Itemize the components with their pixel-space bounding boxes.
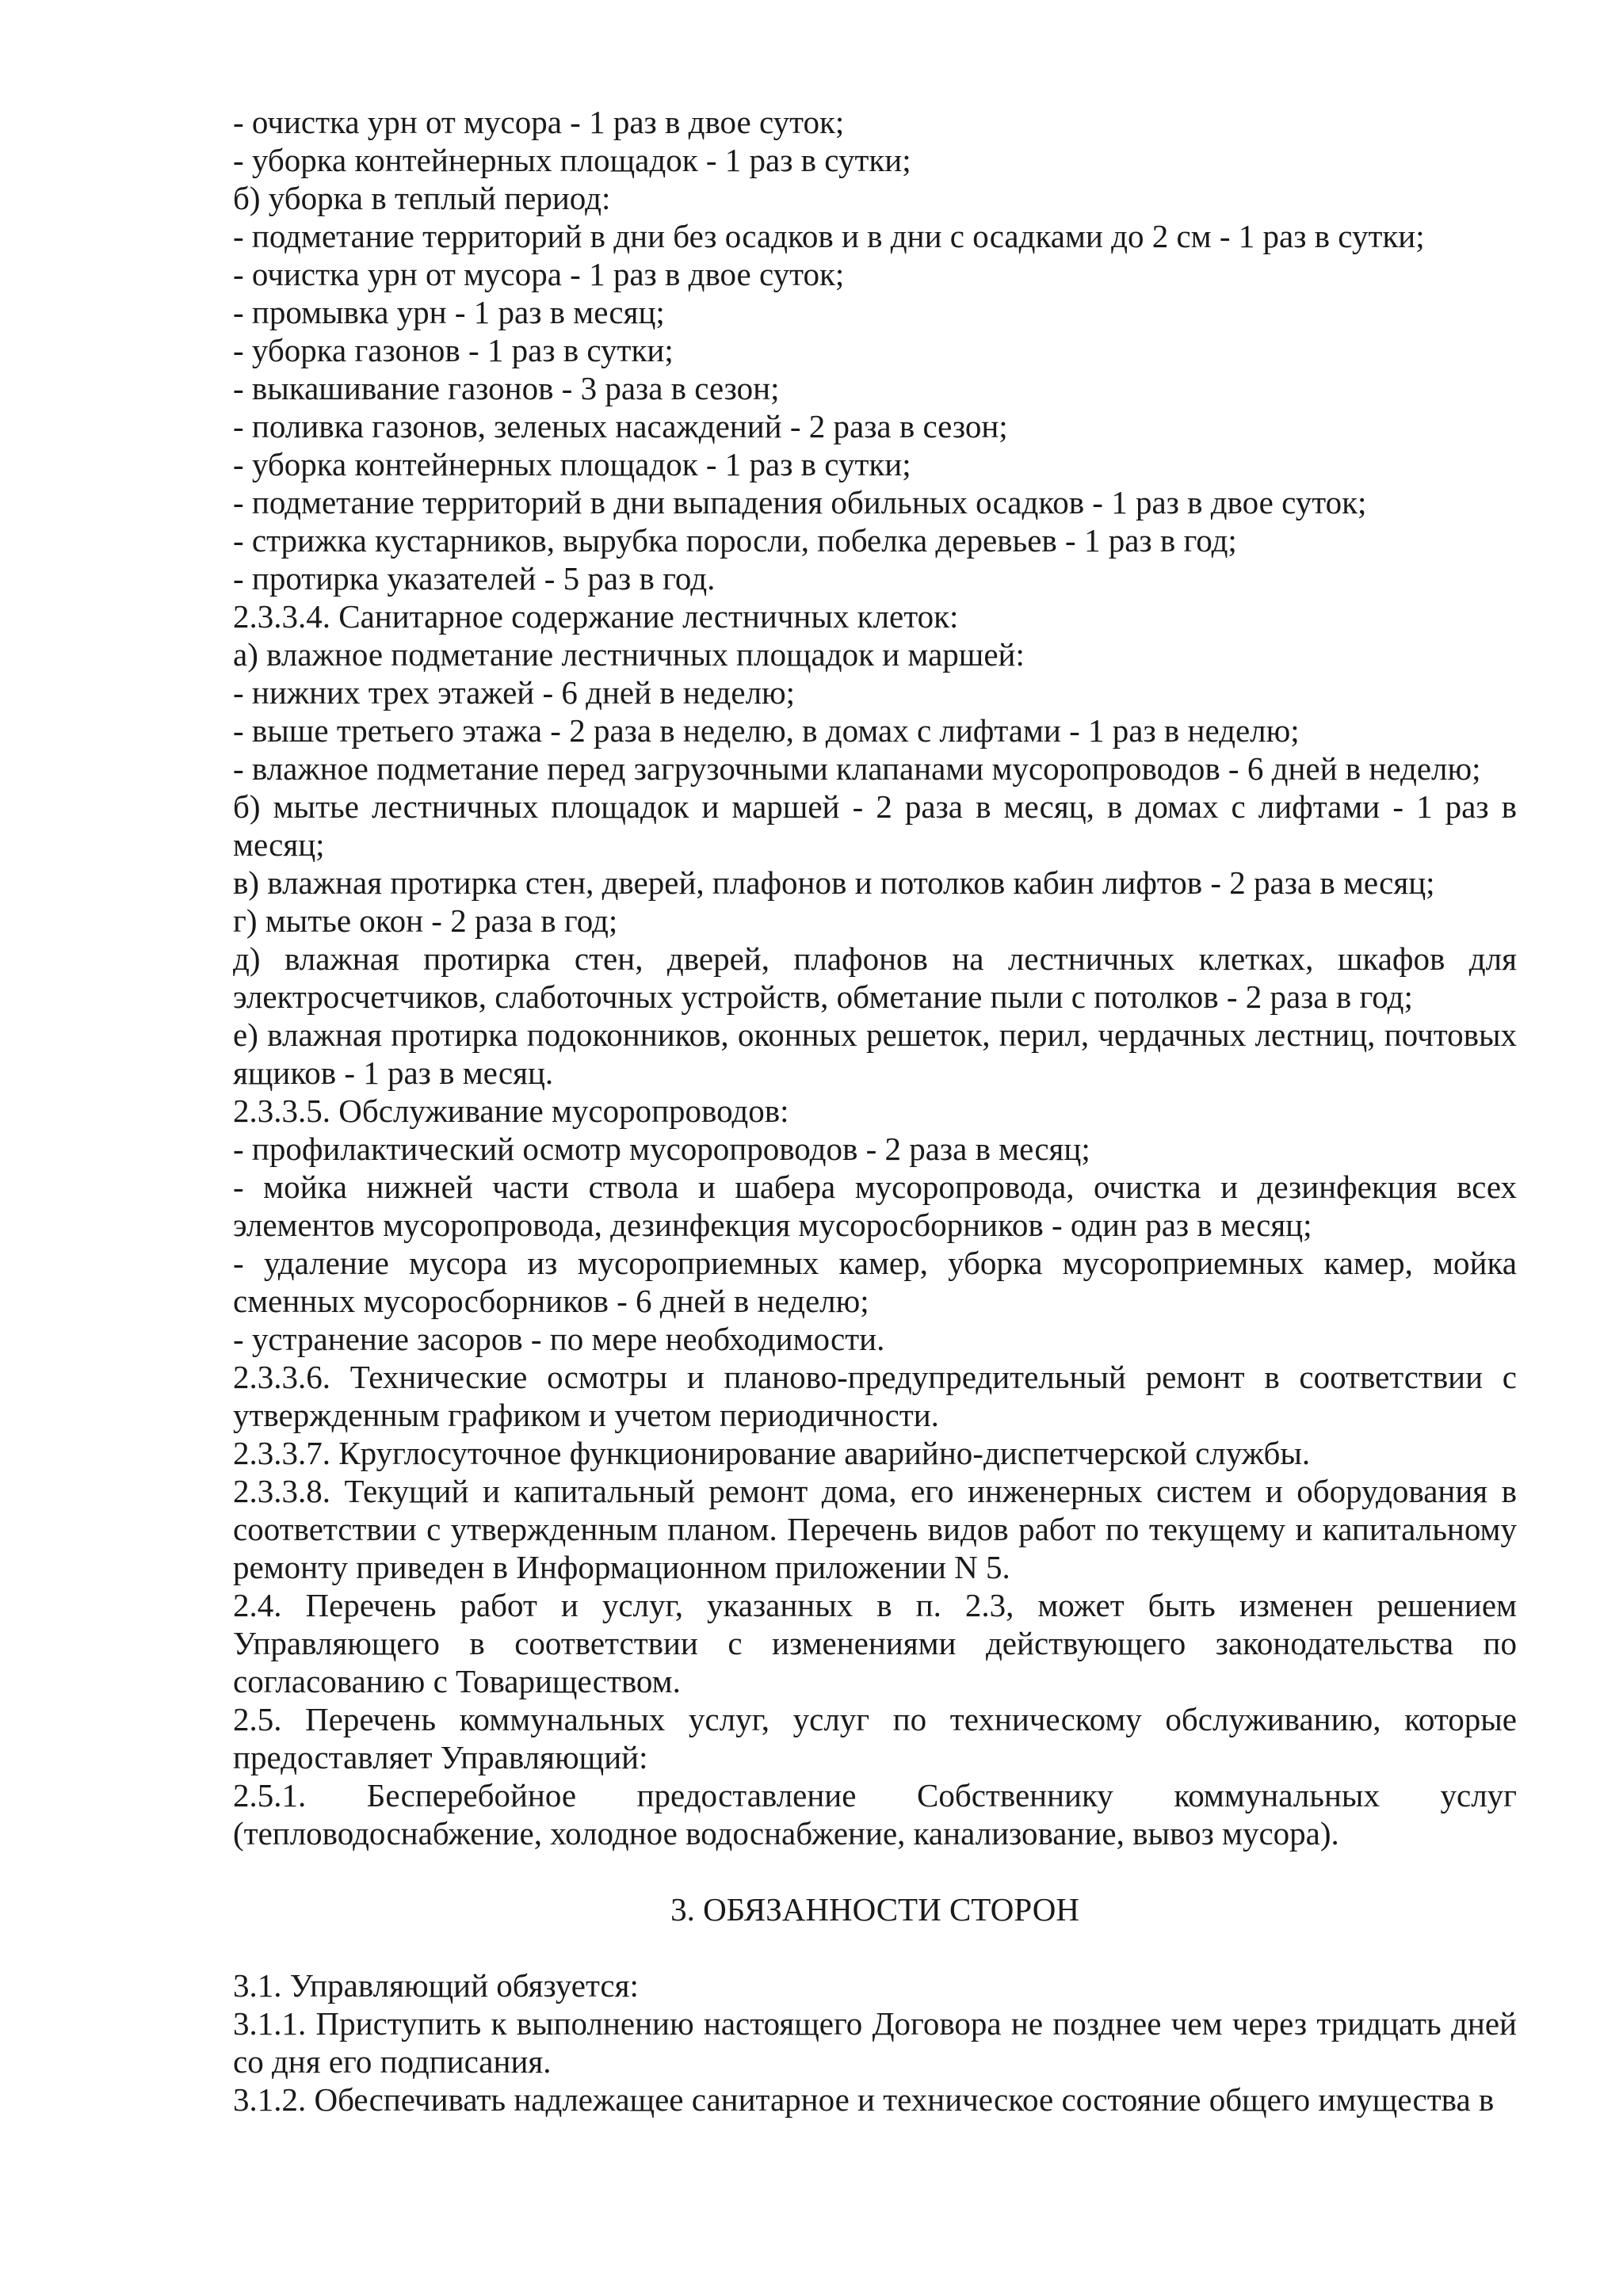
text-line: 2.3.3.4. Санитарное содержание лестничных клеток: xyxy=(233,598,959,635)
text-line: в) влажная протирка стен, дверей, плафонов и потолков кабин лифтов - 2 раза в месяц; xyxy=(233,864,1435,901)
section-heading: 3. ОБЯЗАННОСТИ СТОРОН xyxy=(670,1891,1079,1928)
clause-2-5: 2.5. Перечень коммунальных услуг, услуг по техническому обслуживанию, которые предоставляет Управляющий: xyxy=(233,1701,1517,1775)
text-line: - подметание территорий в дни выпадения обильных осадков - 1 раз в двое суток; xyxy=(233,484,1367,521)
text-line: - поливка газонов, зеленых насаждений - 2 раза в сезон; xyxy=(233,408,1008,444)
text-line: - промывка урн - 1 раз в месяц; xyxy=(233,294,665,330)
text-line: - устранение засоров - по мере необходимости. xyxy=(233,1321,885,1357)
clause-2-3-3-6: 2.3.3.6. Технические осмотры и планово-предупредительный ремонт в соответствии с утвержденным графиком и учетом периодичности. xyxy=(233,1359,1517,1433)
text-line: - влажное подметание перед загрузочными клапанами мусоропроводов - 6 дней в неделю; xyxy=(233,750,1481,787)
clause-3-1-2: 3.1.2. Обеспечивать надлежащее санитарное и техническое состояние общего имущества в xyxy=(233,2081,1495,2118)
text-line: - уборка газонов - 1 раз в сутки; xyxy=(233,332,674,368)
text-line: - профилактический осмотр мусоропроводов - 2 раза в месяц; xyxy=(233,1131,1090,1167)
clause-3-1: 3.1. Управляющий обязуется: xyxy=(233,1967,639,2004)
text-line: - стрижка кустарников, вырубка поросли, побелка деревьев - 1 раз в год; xyxy=(233,522,1237,559)
clause-2-3-3-8: 2.3.3.8. Текущий и капитальный ремонт дома, его инженерных систем и оборудования в соответствии с утвержденным планом. Перечень видов работ по текущему и капитальному ремонту приведен в Информационном приложении N 5. xyxy=(233,1473,1517,1585)
paragraph-e: е) влажная протирка подоконников, оконных решеток, перил, чердачных лестниц, почтовых ящиков - 1 раз в месяц. xyxy=(233,1016,1517,1091)
text-line: - очистка урн от мусора - 1 раз в двое суток; xyxy=(233,104,845,140)
paragraph-b: б) мытье лестничных площадок и маршей - 2 раза в месяц, в домах с лифтами - 1 раз в месяц; xyxy=(233,788,1517,863)
document-body xyxy=(233,103,1517,2119)
text-line: - уборка контейнерных площадок - 1 раз в сутки; xyxy=(233,142,911,178)
text-line: - протирка указателей - 5 раз в год. xyxy=(233,560,716,597)
clause-2-3-3-5: 2.3.3.5. Обслуживание мусоропроводов: xyxy=(233,1093,789,1129)
text-line: а) влажное подметание лестничных площадок и маршей: xyxy=(233,636,1025,673)
paragraph-moika: - мойка нижней части ствола и шабера мусоропровода, очистка и дезинфекция всех элементов мусоропровода, дезинфекция мусоросборников - один раз в месяц; xyxy=(233,1169,1517,1243)
text-line: - уборка контейнерных площадок - 1 раз в сутки; xyxy=(233,446,911,482)
text-line: - нижних трех этажей - 6 дней в неделю; xyxy=(233,674,796,711)
text-line: - очистка урн от мусора - 1 раз в двое суток; xyxy=(233,256,845,292)
text-line: - подметание территорий в дни без осадков и в дни с осадками до 2 см - 1 раз в сутки; xyxy=(233,218,1425,254)
text-line: - выше третьего этажа - 2 раза в неделю, в домах с лифтами - 1 раз в неделю; xyxy=(233,712,1300,749)
clause-3-1-1: 3.1.1. Приступить к выполнению настоящего Договора не позднее чем через тридцать дней со дня его подписания. xyxy=(233,2005,1517,2080)
paragraph-d: д) влажная протирка стен, дверей, плафонов на лестничных клетках, шкафов для электросчетчиков, слаботочных устройств, обметание пыли с потолков - 2 раза в год; xyxy=(233,940,1517,1015)
text-line: г) мытье окон - 2 раза в год; xyxy=(233,902,618,939)
clause-2-4: 2.4. Перечень работ и услуг, указанных в п. 2.3, может быть изменен решением Управляющего в соответствии с изменениями действующего законодательства по согласованию с Товариществом. xyxy=(233,1587,1517,1699)
text-line: - выкашивание газонов - 3 раза в сезон; xyxy=(233,370,780,406)
clause-2-5-1: 2.5.1. Бесперебойное предоставление Собственнику коммунальных услуг (тепловодоснабжение, холодное водоснабжение, канализование, вывоз мусора). xyxy=(233,1777,1517,1852)
paragraph-udalenie: - удаление мусора из мусороприемных камер, уборка мусороприемных камер, мойка сменных мусоросборников - 6 дней в неделю; xyxy=(233,1245,1517,1319)
clause-2-3-3-7: 2.3.3.7. Круглосуточное функционирование аварийно-диспетчерской службы. xyxy=(233,1435,1311,1471)
text-line: б) уборка в теплый период: xyxy=(233,180,611,216)
